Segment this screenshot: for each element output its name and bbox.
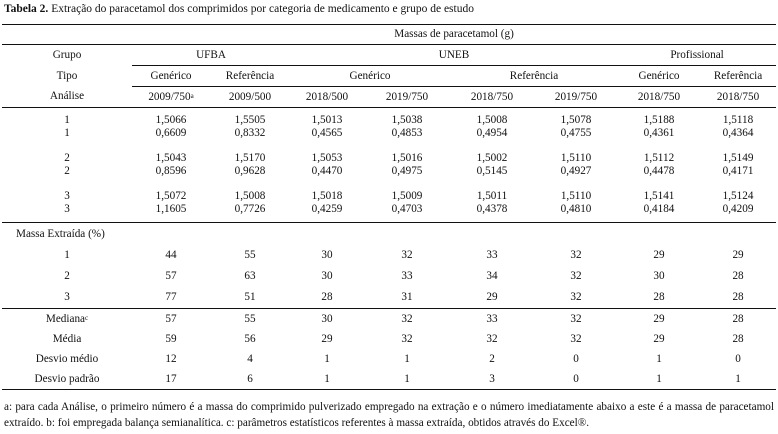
tablet-mass: 1,5011 bbox=[476, 190, 508, 202]
extracted-mass: 0,4171 bbox=[722, 165, 754, 177]
analysis-number: 2 bbox=[64, 165, 70, 177]
stat-cell: 1 bbox=[656, 372, 662, 385]
table-caption bbox=[4, 3, 474, 15]
extracted-mass: 0,4378 bbox=[476, 203, 508, 215]
pct-cell: 31 bbox=[401, 291, 413, 303]
stat-cell: 28 bbox=[732, 312, 744, 325]
tablet-mass: 1,5141 bbox=[643, 190, 675, 202]
analysis-cell: 2019/750 bbox=[554, 90, 598, 103]
tablet-mass: 1,5038 bbox=[391, 114, 423, 126]
stat-cell: 4 bbox=[247, 352, 253, 365]
pct-cell: 33 bbox=[486, 249, 498, 261]
mass-cell bbox=[700, 184, 776, 216]
mass-cell bbox=[210, 108, 290, 141]
analysis-cell: 2018/750 bbox=[716, 90, 760, 103]
stat-cell: 28 bbox=[732, 332, 744, 345]
stat-cell: 1 bbox=[656, 352, 662, 365]
stat-cell: 0 bbox=[573, 372, 579, 385]
analysis-number: 2 bbox=[64, 152, 70, 164]
stat-label: Média bbox=[52, 332, 82, 345]
extracted-mass: 0,8596 bbox=[155, 165, 187, 177]
stat-row-mediana bbox=[2, 309, 776, 330]
pct-cell: 32 bbox=[570, 249, 582, 261]
mass-row bbox=[2, 108, 776, 141]
pct-row bbox=[2, 266, 776, 287]
mass-cell bbox=[290, 108, 364, 141]
mass-row bbox=[2, 146, 776, 178]
pct-cell: 32 bbox=[570, 291, 582, 303]
analysis-cell: 2009/750$^a$ bbox=[148, 90, 194, 103]
pct-cell: 57 bbox=[165, 270, 177, 282]
mass-cell bbox=[364, 184, 450, 216]
tablet-mass: 1,5002 bbox=[476, 152, 508, 164]
tipo-label: Tipo bbox=[56, 69, 78, 82]
massa-extraida-label: Massa Extraída (%) bbox=[16, 227, 105, 240]
tablet-mass: 1,5124 bbox=[722, 190, 754, 202]
stat-cell: 32 bbox=[401, 332, 413, 345]
stat-rows bbox=[2, 309, 776, 390]
extracted-mass: 0,4975 bbox=[391, 165, 423, 177]
type-uneb-generico: Genérico bbox=[290, 66, 450, 87]
tablet-mass: 1,5018 bbox=[311, 190, 343, 202]
extracted-mass: 0,4927 bbox=[560, 165, 592, 177]
extracted-mass: 0,4853 bbox=[391, 127, 423, 139]
analysis-number: 1 bbox=[64, 127, 70, 139]
pct-cell: 34 bbox=[486, 270, 498, 282]
tablet-mass: 1,5112 bbox=[643, 152, 675, 164]
extracted-mass: 0,4209 bbox=[722, 203, 754, 215]
pct-cell: 44 bbox=[165, 249, 177, 261]
stat-row-desvio-medio bbox=[2, 349, 776, 369]
pct-cell: 29 bbox=[732, 249, 744, 261]
mass-cell bbox=[290, 184, 364, 216]
mass-cell bbox=[534, 146, 618, 178]
stat-cell: 57 bbox=[165, 312, 177, 325]
tablet-mass: 1,5066 bbox=[155, 114, 187, 126]
pct-cell: 33 bbox=[401, 270, 413, 282]
pct-row bbox=[2, 245, 776, 266]
analysis-row bbox=[2, 87, 776, 108]
stat-cell: 32 bbox=[570, 332, 582, 345]
extracted-mass: 0,4703 bbox=[391, 203, 423, 215]
tablet-mass: 1,5149 bbox=[722, 152, 754, 164]
pct-cell: 30 bbox=[321, 270, 333, 282]
extracted-mass: 0,5145 bbox=[476, 165, 508, 177]
tablet-mass: 1,5016 bbox=[391, 152, 423, 164]
type-ufba-referencia: Referência bbox=[210, 66, 290, 87]
extracted-mass: 0,4184 bbox=[643, 203, 675, 215]
extracted-mass: 0,4565 bbox=[311, 127, 343, 139]
stat-row-media bbox=[2, 329, 776, 349]
pct-row-label: 3 bbox=[64, 291, 70, 303]
extracted-mass: 0,6609 bbox=[155, 127, 187, 139]
pct-row-label: 1 bbox=[64, 249, 70, 261]
extracted-mass: 0,4810 bbox=[560, 203, 592, 215]
analysis-cell: 2018/750 bbox=[637, 90, 681, 103]
mass-rows bbox=[2, 108, 776, 223]
extracted-mass: 0,4364 bbox=[722, 127, 754, 139]
stat-cell: 0 bbox=[735, 352, 741, 365]
mass-cell bbox=[132, 146, 210, 178]
type-ufba-generico: Genérico bbox=[132, 66, 210, 87]
type-uneb-referencia: Referência bbox=[450, 66, 618, 87]
analysis-number: 3 bbox=[64, 203, 70, 215]
stat-cell: 2 bbox=[489, 352, 495, 365]
stat-cell: 56 bbox=[244, 332, 256, 345]
stat-cell: 1 bbox=[404, 352, 410, 365]
mass-row-label bbox=[2, 146, 132, 178]
pct-cell: 29 bbox=[486, 291, 498, 303]
stat-cell: 32 bbox=[486, 332, 498, 345]
mass-cell bbox=[700, 146, 776, 178]
extracted-mass: 0,8332 bbox=[234, 127, 266, 139]
massa-extraida-row bbox=[2, 223, 776, 246]
stat-label: Mediana$^c$ bbox=[45, 312, 89, 325]
mass-cell bbox=[364, 146, 450, 178]
stat-cell: 55 bbox=[244, 312, 256, 325]
extracted-mass: 0,9628 bbox=[234, 165, 266, 177]
analysis-cell: 2019/750 bbox=[385, 90, 429, 103]
stat-cell: 33 bbox=[486, 312, 498, 325]
mass-cell bbox=[618, 184, 700, 216]
grupo-label: Grupo bbox=[52, 48, 82, 61]
tablet-mass: 1,5110 bbox=[560, 190, 592, 202]
mass-cell bbox=[450, 184, 534, 216]
paracetamol-table bbox=[2, 24, 776, 390]
stat-label: Desvio padrão bbox=[34, 372, 100, 385]
tablet-mass: 1,5053 bbox=[311, 152, 343, 164]
tablet-mass: 1,5043 bbox=[155, 152, 187, 164]
stat-cell: 29 bbox=[653, 332, 665, 345]
tablet-mass: 1,5170 bbox=[234, 152, 266, 164]
stat-cell: 30 bbox=[321, 312, 333, 325]
extracted-mass: 0,4478 bbox=[643, 165, 675, 177]
pct-rows bbox=[2, 245, 776, 309]
mass-row bbox=[2, 184, 776, 216]
pct-cell: 32 bbox=[570, 270, 582, 282]
mediana-sup: c bbox=[85, 313, 89, 322]
tablet-mass: 1,5008 bbox=[476, 114, 508, 126]
tablet-mass: 1,5078 bbox=[560, 114, 592, 126]
mass-cell bbox=[534, 108, 618, 141]
group-ufba: UFBA bbox=[132, 45, 290, 66]
extracted-mass: 0,4954 bbox=[476, 127, 508, 139]
extracted-mass: 0,7726 bbox=[234, 203, 266, 215]
stat-cell: 6 bbox=[247, 372, 253, 385]
type-prof-generico: Genérico bbox=[618, 66, 700, 87]
stat-cell: 1 bbox=[735, 372, 741, 385]
extracted-mass: 0,4755 bbox=[560, 127, 592, 139]
tablet-mass: 1,5110 bbox=[560, 152, 592, 164]
mass-header-row bbox=[2, 25, 776, 45]
pct-cell: 30 bbox=[321, 249, 333, 261]
stat-cell: 29 bbox=[321, 332, 333, 345]
mass-cell bbox=[364, 108, 450, 141]
pct-cell: 29 bbox=[653, 249, 665, 261]
pct-cell: 55 bbox=[244, 249, 256, 261]
stat-cell: 0 bbox=[573, 352, 579, 365]
type-prof-referencia: Referência bbox=[700, 66, 776, 87]
stat-cell: 17 bbox=[165, 372, 177, 385]
stat-cell: 12 bbox=[165, 352, 177, 365]
mass-cell bbox=[618, 146, 700, 178]
mass-cell bbox=[290, 146, 364, 178]
pct-row bbox=[2, 287, 776, 309]
tablet-mass: 1,5008 bbox=[234, 190, 266, 202]
pct-cell: 28 bbox=[732, 291, 744, 303]
stat-row-desvio-padrao bbox=[2, 369, 776, 390]
analysis-cell: 2009/500 bbox=[228, 90, 272, 103]
mass-cell bbox=[210, 184, 290, 216]
mass-cell bbox=[450, 108, 534, 141]
analysis-cell: 2018/500 bbox=[305, 90, 349, 103]
stat-label: Desvio médio bbox=[35, 352, 99, 365]
mass-row-label bbox=[2, 108, 132, 141]
tablet-mass: 1,5118 bbox=[722, 114, 754, 126]
stat-cell: 1 bbox=[324, 372, 330, 385]
extracted-mass: 0,4361 bbox=[643, 127, 675, 139]
stat-cell: 1 bbox=[404, 372, 410, 385]
stat-cell: 32 bbox=[401, 312, 413, 325]
pct-cell: 28 bbox=[732, 270, 744, 282]
tablet-mass: 1,5072 bbox=[155, 190, 187, 202]
caption-text: Extração do paracetamol dos comprimidos por categoria de medicamento e grupo de estudo bbox=[48, 3, 474, 15]
pct-cell: 63 bbox=[244, 270, 256, 282]
stat-cell: 29 bbox=[653, 312, 665, 325]
mass-cell bbox=[132, 184, 210, 216]
mass-cell bbox=[618, 108, 700, 141]
mass-header: Massas de paracetamol (g) bbox=[132, 25, 776, 45]
caption-label: Tabela 2. bbox=[4, 3, 49, 15]
extracted-mass: 0,4470 bbox=[311, 165, 343, 177]
pct-cell: 30 bbox=[653, 270, 665, 282]
table-footnote: a: para cada Análise, o primeiro número é a massa do comprimido pulverizado empregado na extração e o número imediatamente abaixo a este é a massa de paracetamol extraído. b: foi empregada balança semianalítica. c: parâmetros estatísticos referentes à massa extraída, obtidos através do Excel®. bbox=[4, 401, 774, 429]
tablet-mass: 1,5009 bbox=[391, 190, 423, 202]
extracted-mass: 0,4259 bbox=[311, 203, 343, 215]
group-profissional: Profissional bbox=[618, 45, 776, 66]
mass-cell bbox=[210, 146, 290, 178]
group-row bbox=[2, 45, 776, 66]
stat-cell: 32 bbox=[570, 312, 582, 325]
analysis-sup: a bbox=[190, 91, 194, 100]
pct-row-label: 2 bbox=[64, 270, 70, 282]
mass-cell bbox=[132, 108, 210, 141]
type-row bbox=[2, 66, 776, 87]
analysis-number: 3 bbox=[64, 190, 70, 202]
mass-cell bbox=[450, 146, 534, 178]
mass-row-label bbox=[2, 184, 132, 216]
pct-cell: 77 bbox=[165, 291, 177, 303]
mass-cell bbox=[534, 184, 618, 216]
tablet-mass: 1,5505 bbox=[234, 114, 266, 126]
pct-cell: 28 bbox=[653, 291, 665, 303]
stat-cell: 3 bbox=[489, 372, 495, 385]
mass-cell bbox=[700, 108, 776, 141]
analise-label: Análise bbox=[49, 90, 85, 103]
analysis-number: 1 bbox=[64, 114, 70, 126]
pct-cell: 51 bbox=[244, 291, 256, 303]
tablet-mass: 1,5188 bbox=[643, 114, 675, 126]
stat-cell: 59 bbox=[165, 332, 177, 345]
stat-cell: 1 bbox=[324, 352, 330, 365]
pct-cell: 28 bbox=[321, 291, 333, 303]
pct-cell: 32 bbox=[401, 249, 413, 261]
analysis-cell: 2018/750 bbox=[470, 90, 514, 103]
tablet-mass: 1,5013 bbox=[311, 114, 343, 126]
extracted-mass: 1,1605 bbox=[155, 203, 187, 215]
group-uneb: UNEB bbox=[290, 45, 618, 66]
